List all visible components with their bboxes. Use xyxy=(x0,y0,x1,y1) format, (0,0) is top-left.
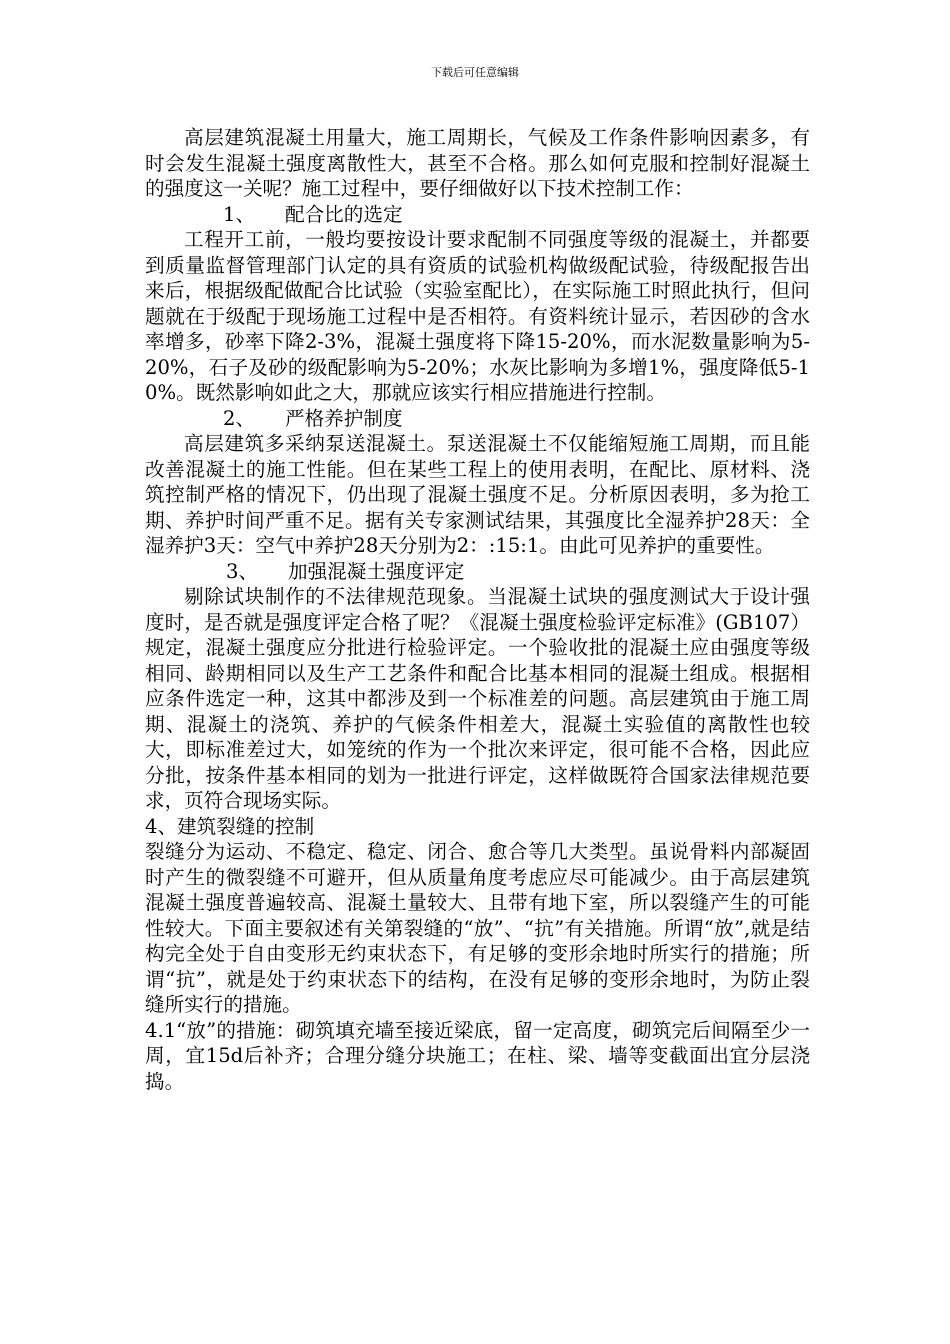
paragraph-curing: 高层建筑多采纳泵送混凝土。泵送混凝土不仅能缩短施工周期，而且能改善混凝土的施工性能。但在某些工程上的使用表明，在配比、原材料、浇筑控制严格的情况下，仍出现了混凝土强度不足。分析原因表明，多为抢工期、养护时间严重不足。据有关专家测试结果，其强度比全湿养护28天：全湿养护3天：空气中养护28天分别为2：:15:1。由此可见养护的重要性。 xyxy=(145,432,810,557)
section-number: 1、 xyxy=(223,202,256,226)
section-heading-4: 4、建筑裂缝的控制 xyxy=(145,814,315,838)
section-heading-2 xyxy=(145,406,810,432)
section-title: 加强混凝土强度评定 xyxy=(288,559,465,583)
section-number: 2、 xyxy=(223,406,256,430)
page-header: 下载后可任意编辑 xyxy=(431,66,519,79)
paragraph-mix-ratio: 工程开工前，一般均要按设计要求配制不同强度等级的混凝土，并都要到质量监督管理部门认定的具有资质的试验机构做级配试验，待级配报告出来后，根据级配做配合比试验（实验室配比），在实际施工时照此执行，但问题就在于级配于现场施工过程中是否相符。有资料统计显示，若因砂的含水率增多，砂率下降2-3%，混凝土强度将下降15-20%，而水泥数量影响为5-20%，石子及砂的级配影响为5-20%；水灰比影响为多增1%，强度降低5-10%。既然影响如此之大，那就应该实行相应措施进行控制。 xyxy=(145,228,810,404)
section-number: 3、 xyxy=(226,559,259,583)
paragraph-intro: 高层建筑混凝土用量大，施工周期长，气候及工作条件影响因素多，有时会发生混凝土强度离散性大，甚至不合格。那么如何克服和控制好混凝土的强度这一关呢？施工过程中，要仔细做好以下技术控制工作： xyxy=(145,126,810,200)
section-heading-1 xyxy=(145,202,810,228)
paragraph-strength-evaluation: 剔除试块制作的不法律规范现象。当混凝土试块的强度测试大于设计强度时，是否就是强度评定合格了呢？《混凝土强度检验评定标准》(GB107）规定，混凝土强度应分批进行检验评定。一个验收批的混凝土应由强度等级相同、龄期相同以及生产工艺条件和配合比基本相同的混凝土组成。根据相应条件选定一种，这其中都涉及到一个标准差的问题。高层建筑由于施工周期、混凝土的浇筑、养护的气候条件相差大，混凝土实验值的离散性也较大，即标准差过大，如笼统的作为一个批次来评定，很可能不合格，因此应分批，按条件基本相同的划为一批进行评定，这样做既符合国家法律规范要求，页符合现场实际。 xyxy=(145,585,810,812)
document-body xyxy=(145,125,810,1094)
section-heading-3 xyxy=(145,559,810,585)
paragraph-cracks: 裂缝分为运动、不稳定、稳定、闭合、愈合等几大类型。虽说骨料内部凝固时产生的微裂缝不可避开，但从质量角度考虑应尽可能减少。由于高层建筑混凝土强度普遍较高、混凝土量较大、且带有地下室，所以裂缝产生的可能性较大。下面主要叙述有关第裂缝的“放”、“抗”有关措施。所谓“放”,就是结构完全处于自由变形无约束状态下，有足够的变形余地时所实行的措施；所谓“抗”，就是处于约束状态下的结构，在没有足够的变形余地时，为防止裂缝所实行的措施。 xyxy=(145,840,810,1016)
section-title: 严格养护制度 xyxy=(285,406,403,430)
paragraph-release-measures: 4.1“放”的措施：砌筑填充墙至接近梁底，留一定高度，砌筑完后间隔至少一周，宜15d后补齐；合理分缝分块施工；在柱、梁、墙等变截面出宜分层浇捣。 xyxy=(145,1018,810,1093)
section-title: 配合比的选定 xyxy=(285,202,403,226)
